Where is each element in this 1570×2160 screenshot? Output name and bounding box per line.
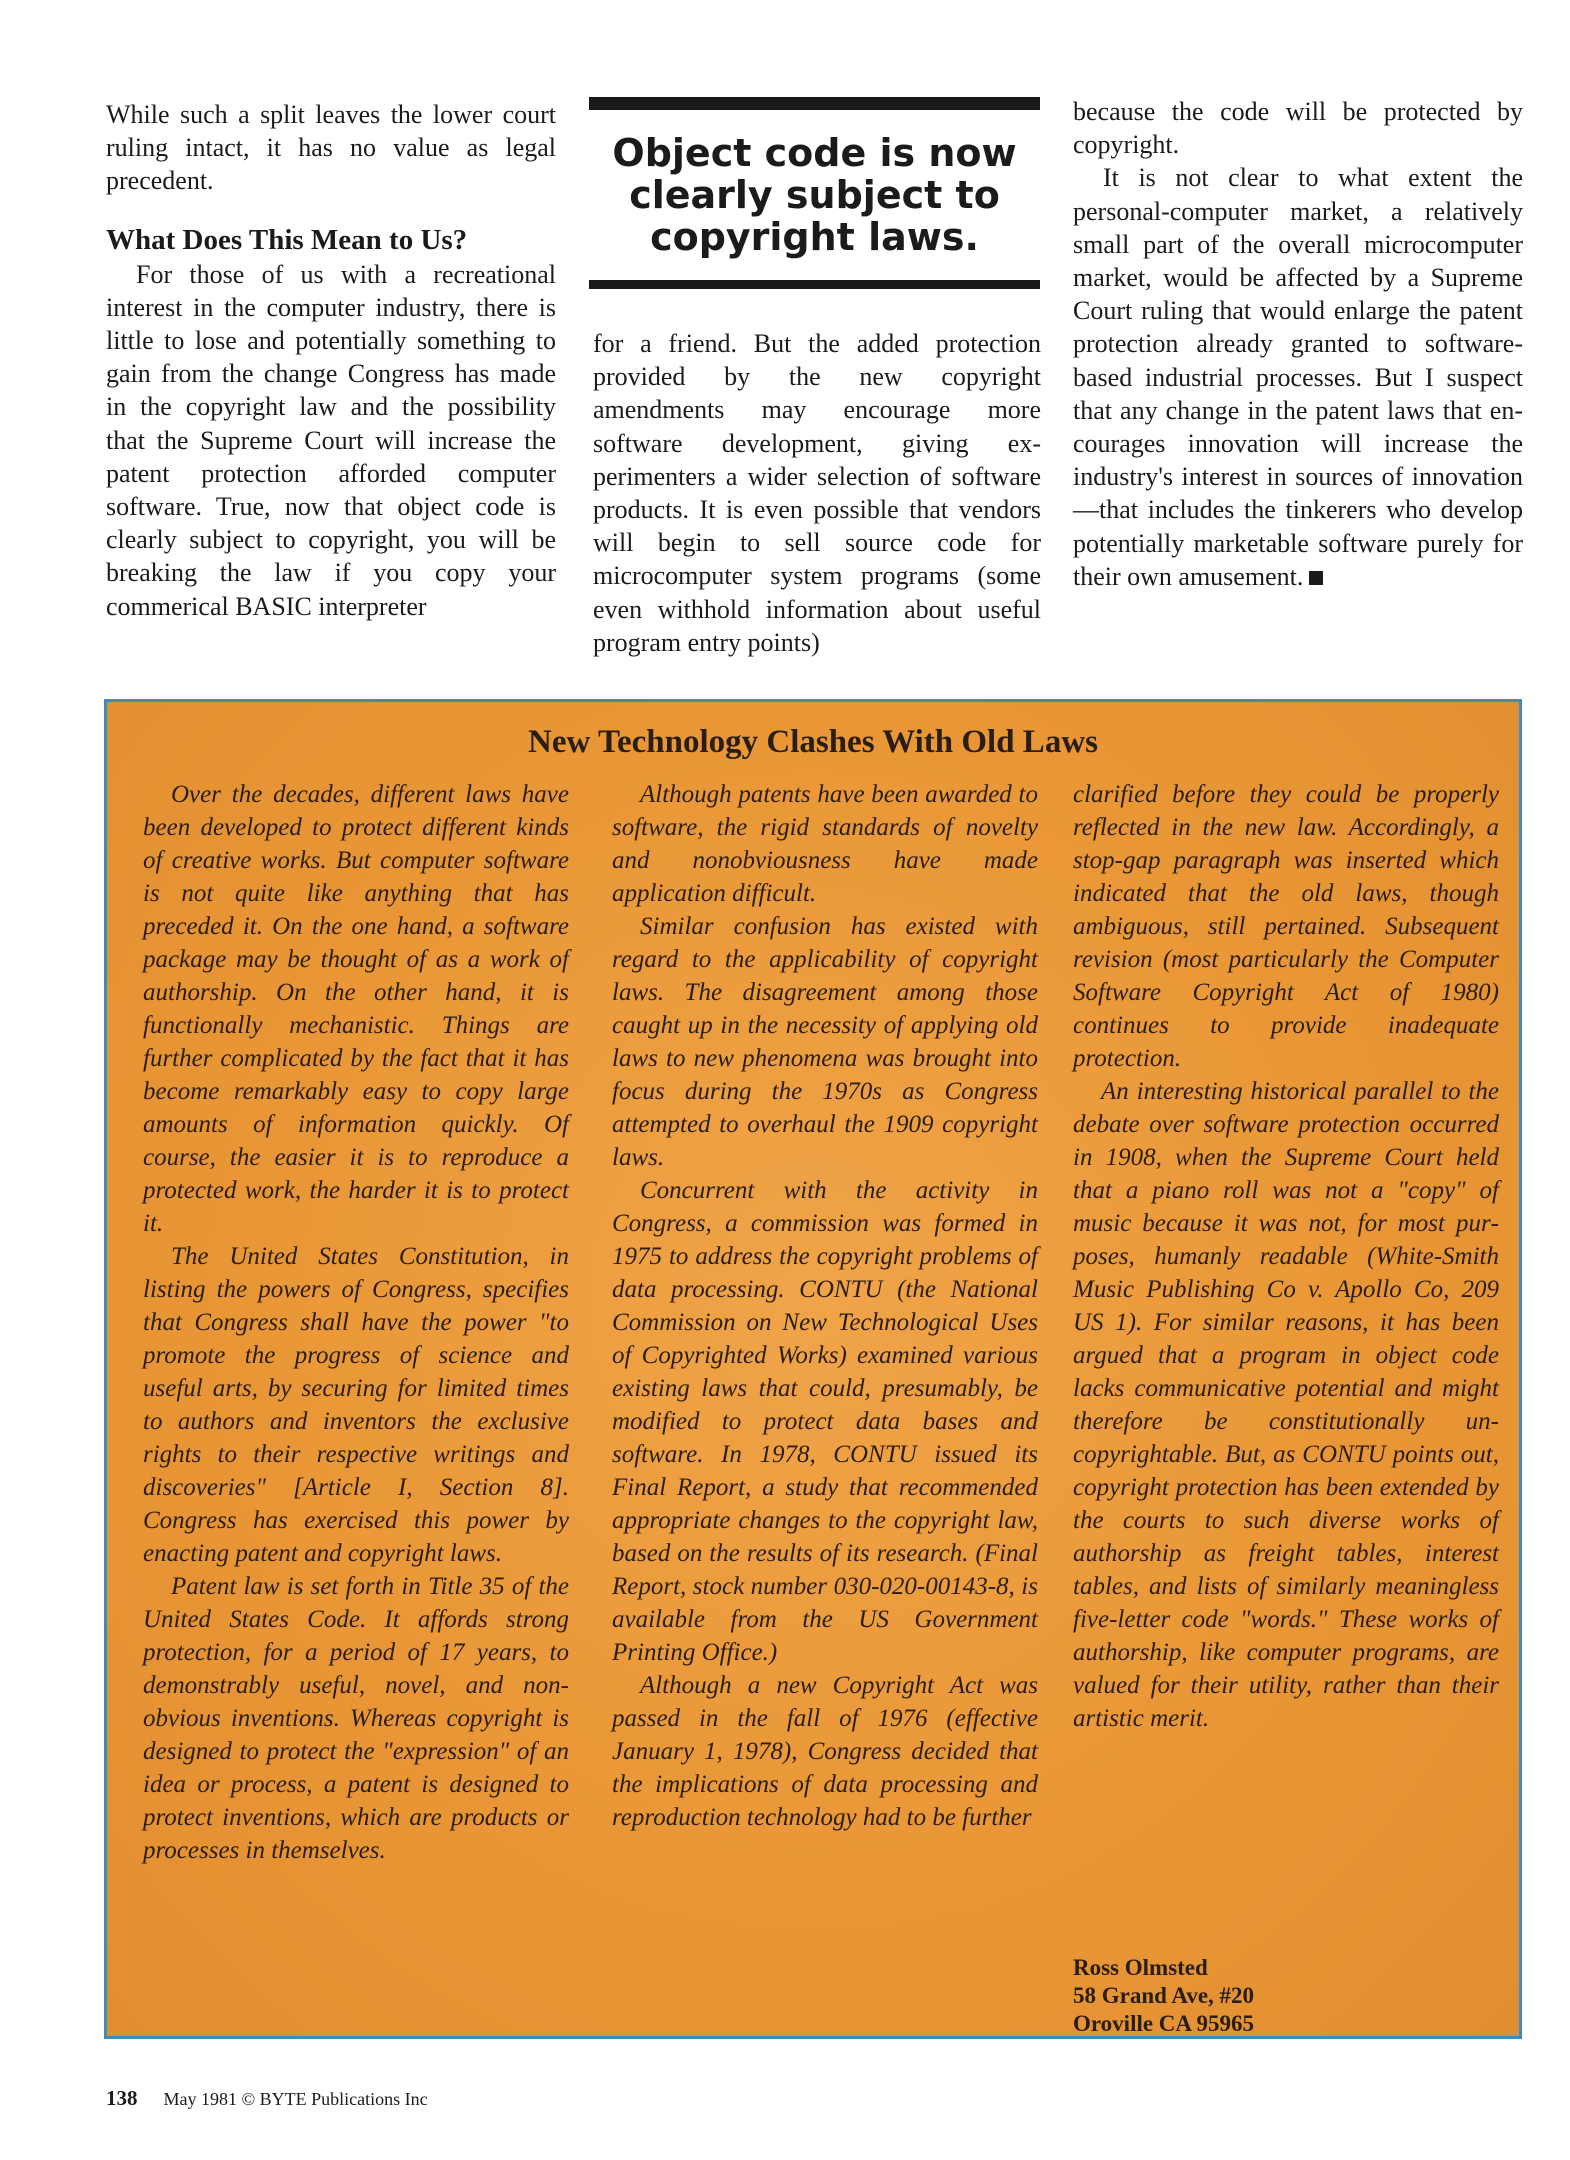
paragraph: For those of us with a recreational interest in the computer industry, there is little to lose and potentially something to gain from the change Congress has made in the copyright law and the possibility that the Supreme Court will increase the patent protection afforded computer software. True, now that object code is clearly subject to copyright, you will be breaking the law if you copy your commerical BASIC interpreter (106, 259, 556, 621)
sidebar-box (104, 699, 1522, 2039)
sidebar-paragraph: The United States Constitution, in listing the powers of Congress, specifies that Congress shall have the power "to promote the progress of science and useful arts, by securing for limited times to authors and inventors the exclusive rights to their respective writings and discoveries" [Article I, Section 8]. Congress has exercised this power by enacting patent and copyright laws. (143, 1243, 569, 1567)
paragraph-text: It is not clear to what extent the personal-computer market, a relatively small part of the overall microcomputer market, would be affected by a Supreme Court ruling that would enlarge the patent protection already granted to software-based industrial processes. But I suspect that any change in the patent laws that encourages innovation will increase the industry's interest in sources of innovation—that includes the tinkerers who develop potentially marketable software purely for their own amusement. (1073, 163, 1523, 591)
article-column-left (106, 98, 556, 623)
sidebar-column-2 (612, 778, 1038, 1834)
paragraph: because the code will be protected by copyright. (1073, 97, 1523, 160)
page-number: 138 (106, 2086, 138, 2110)
paragraph-last (1073, 161, 1523, 593)
pull-quote-top-rule (589, 97, 1040, 110)
author-signature (1073, 1954, 1254, 2038)
sidebar-paragraph: An interesting historical parallel to the debate over software protection occurred in 1908, when the Supreme Court held that a piano roll was not a "copy" of music because it was not, for most purposes, humanly readable (White-Smith Music Publishing Co v. Apollo Co, 209 US 1). For similar reasons, it has been argued that a program in object code lacks communicative potential and might therefore be constitutionally uncopyrightable. But, as CONTU points out, copyright protection has been extended by the courts to such diverse works of authorship as freight tables, interest tables, and lists of similarly meaningless five-letter code "words." These works of authorship, like computer programs, are valued for their utility, rather than their artistic merit. (1073, 1078, 1499, 1732)
sidebar-title: New Technology Clashes With Old Laws (528, 724, 1098, 760)
sidebar-paragraph: Similar confusion has existed with regard to the applicability of copyright laws. The disagreement among those caught up in the necessity of applying old laws to new phenomena was brought into focus during the 1970s as Congress attempted to overhaul the 1909 copyright laws. (612, 913, 1038, 1171)
sidebar-column-1 (143, 778, 569, 1867)
article-column-middle (593, 327, 1041, 659)
page-footer (106, 2086, 428, 2111)
section-heading: What Does This Mean to Us? (106, 223, 468, 256)
paragraph: for a friend. But the added protection provided by the new copyright amendments may encourage more software development, giving experimenters a wider selection of software products. It is even possible that vendors will begin to sell source code for microcomputer system programs (some even withhold information about useful program entry points) (593, 329, 1041, 657)
pull-quote (589, 97, 1040, 289)
author-city: Oroville CA 95965 (1073, 2011, 1255, 2036)
sidebar-paragraph: Concurrent with the activity in Congress, a commission was formed in 1975 to address the copyright problems of data processing. CONTU (the National Commission on New Technological Uses of Copyrighted Works) examined various existing laws that could, presumably, be modified to protect data bases and software. In 1978, CONTU issued its Final Report, a study that recommended appropriate changes to the copyright law, based on the results of its research. (Final Report, stock number 030-020-00143-8, is available from the US Government Printing Office.) (612, 1177, 1038, 1666)
sidebar-paragraph: Over the decades, different laws have been developed to protect different kinds of creative works. But computer software is not quite like anything that has preceded it. On the one hand, a software package may be thought of as a work of authorship. On the other hand, it is functionally mechanistic. Things are further complicated by the fact that it has become remarkably easy to copy large amounts of information quickly. Of course, the easier it is to reproduce a protected work, the harder it is to protect it. (143, 781, 569, 1237)
sidebar-paragraph: clarified before they could be properly reflected in the new law. Accordingly, a stop-gap paragraph was inserted which indicated that the old laws, though ambiguous, still pertained. Subsequent revision (most particularly the Computer Software Copyright Act of 1980) continues to provide inadequate protection. (1073, 781, 1499, 1072)
sidebar-paragraph: Although a new Copyright Act was passed in the fall of 1976 (effective January 1, 1978), Congress decided that the implications of data processing and reproduction technology had to be further (612, 1672, 1038, 1831)
publication-line: May 1981 © BYTE Publications Inc (163, 2089, 428, 2109)
article-column-right (1073, 95, 1523, 593)
author-name: Ross Olmsted (1073, 1955, 1208, 1980)
paragraph: While such a split leaves the lower court ruling intact, it has no value as legal precedent. (106, 100, 556, 196)
author-street: 58 Grand Ave, #20 (1073, 1983, 1255, 2008)
sidebar-paragraph: Patent law is set forth in Title 35 of the United States Code. It affords strong protection, for a period of 17 years, to demonstrably useful, novel, and nonobvious inventions. Whereas copyright is designed to protect the "expression" of an idea or process, a patent is designed to protect inventions, which are products or processes in themselves. (143, 1573, 569, 1864)
pull-quote-bottom-rule (589, 280, 1040, 289)
sidebar-paragraph: Although patents have been awarded to software, the rigid standards of novelty and nonobviousness have made application difficult. (612, 781, 1038, 907)
sidebar-column-3 (1073, 778, 1499, 1735)
end-of-article-mark (1309, 571, 1323, 585)
pull-quote-text: Object code is now clearly subject to copyright laws. (612, 131, 1017, 259)
